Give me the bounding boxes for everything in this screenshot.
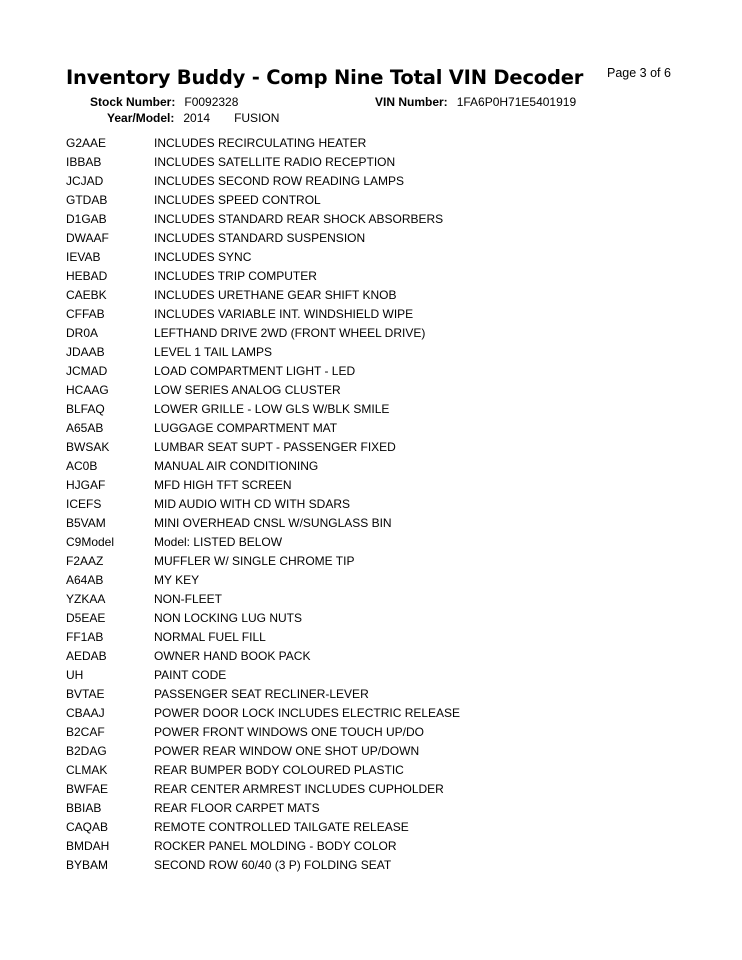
option-description: NORMAL FUEL FILL [154, 629, 266, 644]
option-description: MFD HIGH TFT SCREEN [154, 477, 292, 492]
list-item [66, 171, 686, 190]
list-item [66, 361, 686, 380]
stock-number-value: F0092328 [184, 95, 239, 109]
option-code: HEBAD [66, 268, 108, 283]
option-description: LUGGAGE COMPARTMENT MAT [154, 420, 338, 435]
list-item [66, 608, 686, 627]
option-description: REAR BUMPER BODY COLOURED PLASTIC [154, 762, 404, 777]
option-code: CAEBK [66, 287, 107, 302]
option-description: LOAD COMPARTMENT LIGHT - LED [154, 363, 356, 378]
option-description: MANUAL AIR CONDITIONING [154, 458, 319, 473]
option-code: D5EAE [66, 610, 106, 625]
option-code: BWSAK [66, 439, 110, 454]
option-code: BMDAH [66, 838, 110, 853]
list-item [66, 836, 686, 855]
option-code: F2AAZ [66, 553, 104, 568]
list-item [66, 152, 686, 171]
option-description: POWER FRONT WINDOWS ONE TOUCH UP/DO [154, 724, 425, 739]
option-description: INCLUDES URETHANE GEAR SHIFT KNOB [154, 287, 397, 302]
option-code: BBIAB [66, 800, 102, 815]
option-code: CLMAK [66, 762, 108, 777]
list-item [66, 589, 686, 608]
option-description: REAR FLOOR CARPET MATS [154, 800, 320, 815]
year-model-label: Year/Model: [107, 111, 175, 125]
option-code: BVTAE [66, 686, 105, 701]
option-description: INCLUDES STANDARD SUSPENSION [154, 230, 366, 245]
vin-number-label: VIN Number: [375, 95, 448, 109]
option-description: INCLUDES VARIABLE INT. WINDSHIELD WIPE [154, 306, 414, 321]
list-item [66, 532, 686, 551]
option-description: MUFFLER W/ SINGLE CHROME TIP [154, 553, 355, 568]
option-description: INCLUDES SATELLITE RADIO RECEPTION [154, 154, 396, 169]
stock-number-field [90, 95, 238, 109]
vin-number-field [375, 95, 576, 109]
option-description: OWNER HAND BOOK PACK [154, 648, 311, 663]
list-item [66, 665, 686, 684]
option-code: IBBAB [66, 154, 102, 169]
list-item [66, 779, 686, 798]
list-item [66, 323, 686, 342]
option-code-list [66, 133, 686, 874]
list-item [66, 437, 686, 456]
option-code: BYBAM [66, 857, 109, 872]
option-description: INCLUDES SYNC [154, 249, 252, 264]
option-code: B2DAG [66, 743, 107, 758]
list-item [66, 456, 686, 475]
option-description: LOWER GRILLE - LOW GLS W/BLK SMILE [154, 401, 390, 416]
option-code: CAQAB [66, 819, 109, 834]
list-item [66, 266, 686, 285]
option-description: Model: LISTED BELOW [154, 534, 283, 549]
option-code: JDAAB [66, 344, 105, 359]
option-description: LEVEL 1 TAIL LAMPS [154, 344, 273, 359]
option-code: DWAAF [66, 230, 109, 245]
option-description: INCLUDES SPEED CONTROL [154, 192, 321, 207]
list-item [66, 513, 686, 532]
list-item [66, 741, 686, 760]
option-description: LUMBAR SEAT SUPT - PASSENGER FIXED [154, 439, 396, 454]
option-code: CFFAB [66, 306, 105, 321]
option-code: JCMAD [66, 363, 108, 378]
option-description: POWER REAR WINDOW ONE SHOT UP/DOWN [154, 743, 420, 758]
option-code: IEVAB [66, 249, 101, 264]
vin-number-value: 1FA6P0H71E5401919 [456, 95, 577, 109]
option-code: CBAAJ [66, 705, 105, 720]
list-item [66, 703, 686, 722]
option-code: HCAAG [66, 382, 109, 397]
option-description: INCLUDES SECOND ROW READING LAMPS [154, 173, 405, 188]
option-description: MID AUDIO WITH CD WITH SDARS [154, 496, 350, 511]
option-description: MINI OVERHEAD CNSL W/SUNGLASS BIN [154, 515, 392, 530]
stock-number-label: Stock Number: [90, 95, 176, 109]
option-description: REAR CENTER ARMREST INCLUDES CUPHOLDER [154, 781, 444, 796]
option-code: BWFAE [66, 781, 109, 796]
option-description: INCLUDES RECIRCULATING HEATER [154, 135, 367, 150]
list-item [66, 760, 686, 779]
option-description: NON LOCKING LUG NUTS [154, 610, 303, 625]
year-model-field [107, 111, 279, 125]
option-code: GTDAB [66, 192, 108, 207]
option-code: B2CAF [66, 724, 105, 739]
option-code: DR0A [66, 325, 99, 340]
option-description: ROCKER PANEL MOLDING - BODY COLOR [154, 838, 397, 853]
list-item [66, 551, 686, 570]
list-item [66, 247, 686, 266]
option-description: INCLUDES TRIP COMPUTER [154, 268, 317, 283]
list-item [66, 855, 686, 874]
list-item [66, 190, 686, 209]
list-item [66, 133, 686, 152]
list-item [66, 209, 686, 228]
option-description: MY KEY [154, 572, 200, 587]
list-item [66, 627, 686, 646]
option-description: POWER DOOR LOCK INCLUDES ELECTRIC RELEASE [154, 705, 461, 720]
page-number: Page 3 of 6 [607, 66, 671, 80]
option-code: HJGAF [66, 477, 106, 492]
option-code: AC0B [66, 458, 98, 473]
list-item [66, 285, 686, 304]
list-item [66, 722, 686, 741]
option-description: LEFTHAND DRIVE 2WD (FRONT WHEEL DRIVE) [154, 325, 426, 340]
option-description: LOW SERIES ANALOG CLUSTER [154, 382, 341, 397]
option-description: NON-FLEET [154, 591, 223, 606]
list-item [66, 684, 686, 703]
list-item [66, 646, 686, 665]
list-item [66, 494, 686, 513]
list-item [66, 475, 686, 494]
option-description: SECOND ROW 60/40 (3 P) FOLDING SEAT [154, 857, 392, 872]
option-code: D1GAB [66, 211, 107, 226]
option-code: ICEFS [66, 496, 102, 511]
list-item [66, 798, 686, 817]
option-code: AEDAB [66, 648, 107, 663]
option-code: A64AB [66, 572, 104, 587]
option-code: UH [66, 667, 84, 682]
list-item [66, 399, 686, 418]
option-code: BLFAQ [66, 401, 105, 416]
option-code: YZKAA [66, 591, 106, 606]
list-item [66, 380, 686, 399]
option-code: A65AB [66, 420, 104, 435]
option-code: JCJAD [66, 173, 104, 188]
list-item [66, 817, 686, 836]
option-code: B5VAM [66, 515, 106, 530]
list-item [66, 570, 686, 589]
option-description: REMOTE CONTROLLED TAILGATE RELEASE [154, 819, 409, 834]
option-code: C9Model [66, 534, 115, 549]
option-code: FF1AB [66, 629, 104, 644]
year-value: 2014 [183, 111, 211, 125]
list-item [66, 342, 686, 361]
model-value: FUSION [234, 111, 280, 125]
page-title: Inventory Buddy - Comp Nine Total VIN Decoder [66, 66, 584, 89]
list-item [66, 418, 686, 437]
option-description: PAINT CODE [154, 667, 227, 682]
option-code: G2AAE [66, 135, 107, 150]
option-description: INCLUDES STANDARD REAR SHOCK ABSORBERS [154, 211, 444, 226]
list-item [66, 304, 686, 323]
list-item [66, 228, 686, 247]
option-description: PASSENGER SEAT RECLINER-LEVER [154, 686, 369, 701]
